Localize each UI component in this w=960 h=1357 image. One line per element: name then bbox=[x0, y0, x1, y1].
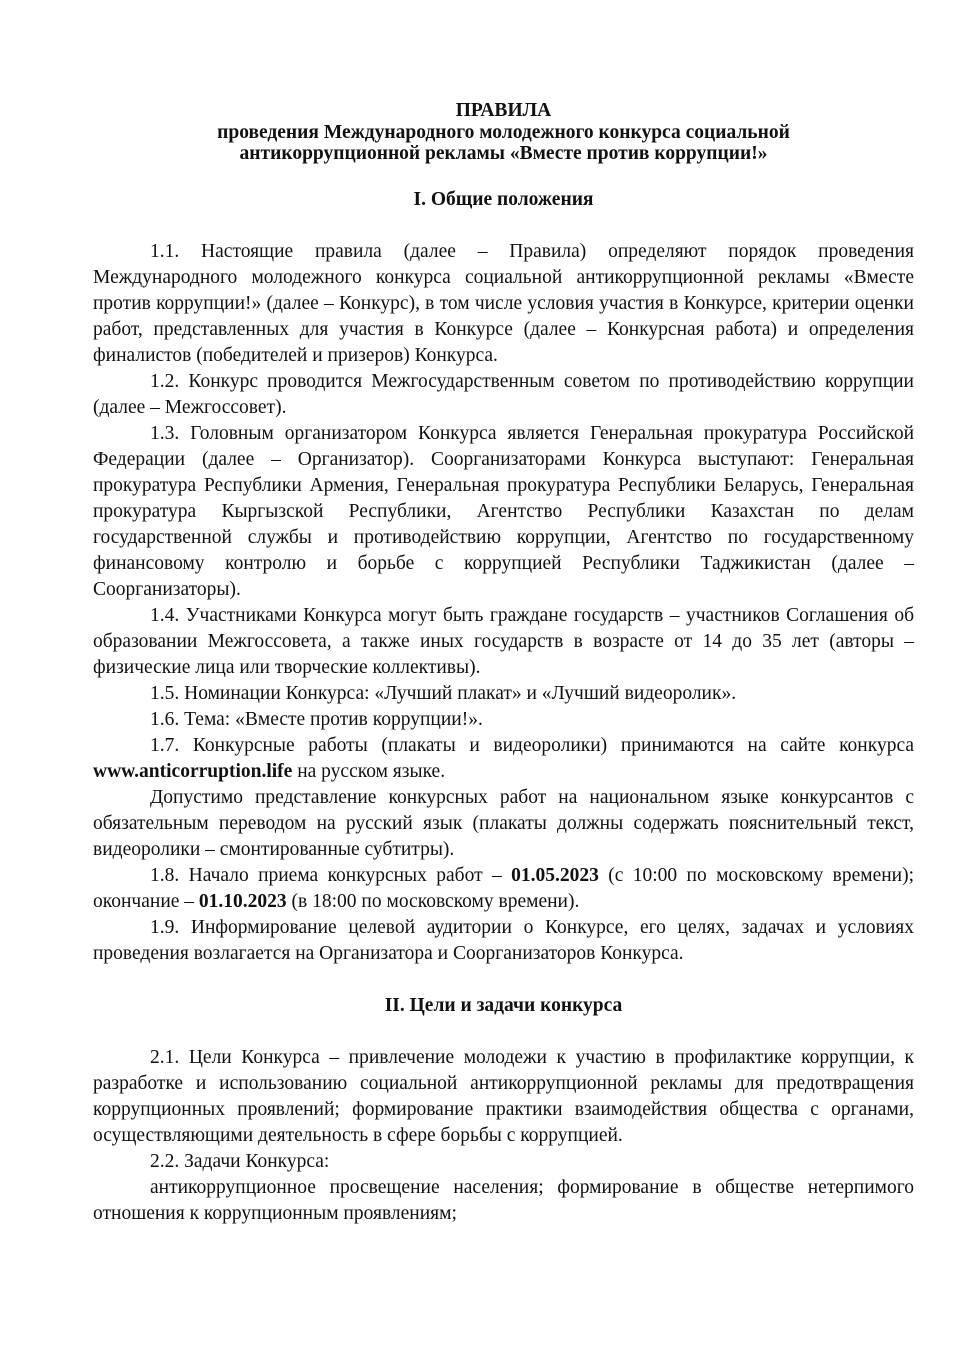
title-line-1: ПРАВИЛА bbox=[455, 100, 552, 121]
section-heading-2: II. Цели и задачи конкурса bbox=[384, 994, 623, 1016]
paragraph-1-9: 1.9. Информирование целевой аудитории о Конкурсе, его целях, задачах и условиях проведения возлагается на Организатора и Соорганизаторов Конкурса. bbox=[93, 916, 914, 964]
document-page bbox=[93, 95, 914, 1227]
end-date: 01.10.2023 bbox=[198, 890, 287, 912]
paragraph-1-7 bbox=[93, 733, 914, 785]
paragraph-1-5: 1.5. Номинации Конкурса: «Лучший плакат» и «Лучший видеоролик». bbox=[150, 682, 737, 704]
paragraph-1-8-text: 1.8. Начало приема конкурсных работ – bbox=[150, 864, 512, 886]
paragraph-1-8-mid: (с 10:00 по московскому времени); окончание – bbox=[93, 864, 915, 912]
document-title bbox=[93, 100, 914, 165]
paragraph-2-1: 2.1. Цели Конкурса – привлечение молодежи к участию в профилактике коррупции, к разработке и использованию социальной антикоррупционной рекламы для предотвращения коррупционных проявлений; формирование практики взаимодействия общества с органами, осуществляющими деятельность в сфере борьбы с коррупцией. bbox=[93, 1046, 914, 1146]
paragraph-2-2-item: антикоррупционное просвещение населения; формирование в обществе нетерпимого отношения к коррупционным проявлениям; bbox=[93, 1176, 914, 1224]
section-heading-1: I. Общие положения bbox=[413, 188, 594, 210]
website-link[interactable]: www.anticorruption.life bbox=[93, 760, 293, 782]
paragraph-1-3: 1.3. Головным организатором Конкурса является Генеральная прокуратура Российской Федерации (далее – Организатор). Соорганизаторами Конкурса выступают: Генеральная прокуратура Республики Армения, Генеральная прокуратура Республики Беларусь, Генеральная прокуратура Кыргызской Республики, Агентство Республики Казахстан по делам государственной службы и противодействию коррупции, Агентство по государственному финансовому контролю и борьбе с коррупцией Республики Таджикистан (далее – Соорганизаторы). bbox=[93, 422, 914, 600]
paragraph-1-4: 1.4. Участниками Конкурса могут быть граждане государств – участников Соглашения об образовании Межгоссовета, а также иных государств в возрасте от 14 до 35 лет (авторы – физические лица или творческие коллективы). bbox=[93, 604, 914, 678]
paragraph-1-2: 1.2. Конкурс проводится Межгосударственным советом по противодействию коррупции (далее – Межгоссовет). bbox=[93, 370, 914, 418]
section-1-body bbox=[93, 239, 914, 967]
paragraph-1-8 bbox=[93, 863, 914, 915]
paragraph-1-1: 1.1. Настоящие правила (далее – Правила) определяют порядок проведения Международного молодежного конкурса социальной антикоррупционной рекламы «Вместе против коррупции!» (далее – Конкурс), в том числе условия участия в Конкурсе, критерии оценки работ, представленных для участия в Конкурсе (далее – Конкурсная работа) и определения финалистов (победителей и призеров) Конкурса. bbox=[93, 240, 914, 366]
paragraph-2-2: 2.2. Задачи Конкурса: bbox=[150, 1150, 330, 1172]
section-2-body bbox=[93, 1045, 914, 1227]
start-date: 01.05.2023 bbox=[511, 864, 599, 886]
paragraph-1-7-continued: Допустимо представление конкурсных работ на национальном языке конкурсантов с обязательным переводом на русский язык (плакаты должны содержать пояснительный текст, видеоролики – смонтированные субтитры). bbox=[93, 786, 914, 860]
title-line-2: проведения Международного молодежного конкурса социальной bbox=[217, 121, 790, 143]
paragraph-1-6: 1.6. Тема: «Вместе против коррупции!». bbox=[150, 708, 483, 730]
paragraph-1-7-text: 1.7. Конкурсные работы (плакаты и видеоролики) принимаются на сайте конкурса bbox=[150, 734, 914, 756]
paragraph-1-7-tail: на русском языке. bbox=[292, 760, 446, 782]
title-line-3: антикоррупционной рекламы «Вместе против коррупции!» bbox=[239, 143, 768, 164]
paragraph-1-8-tail: (в 18:00 по московскому времени). bbox=[286, 890, 580, 912]
